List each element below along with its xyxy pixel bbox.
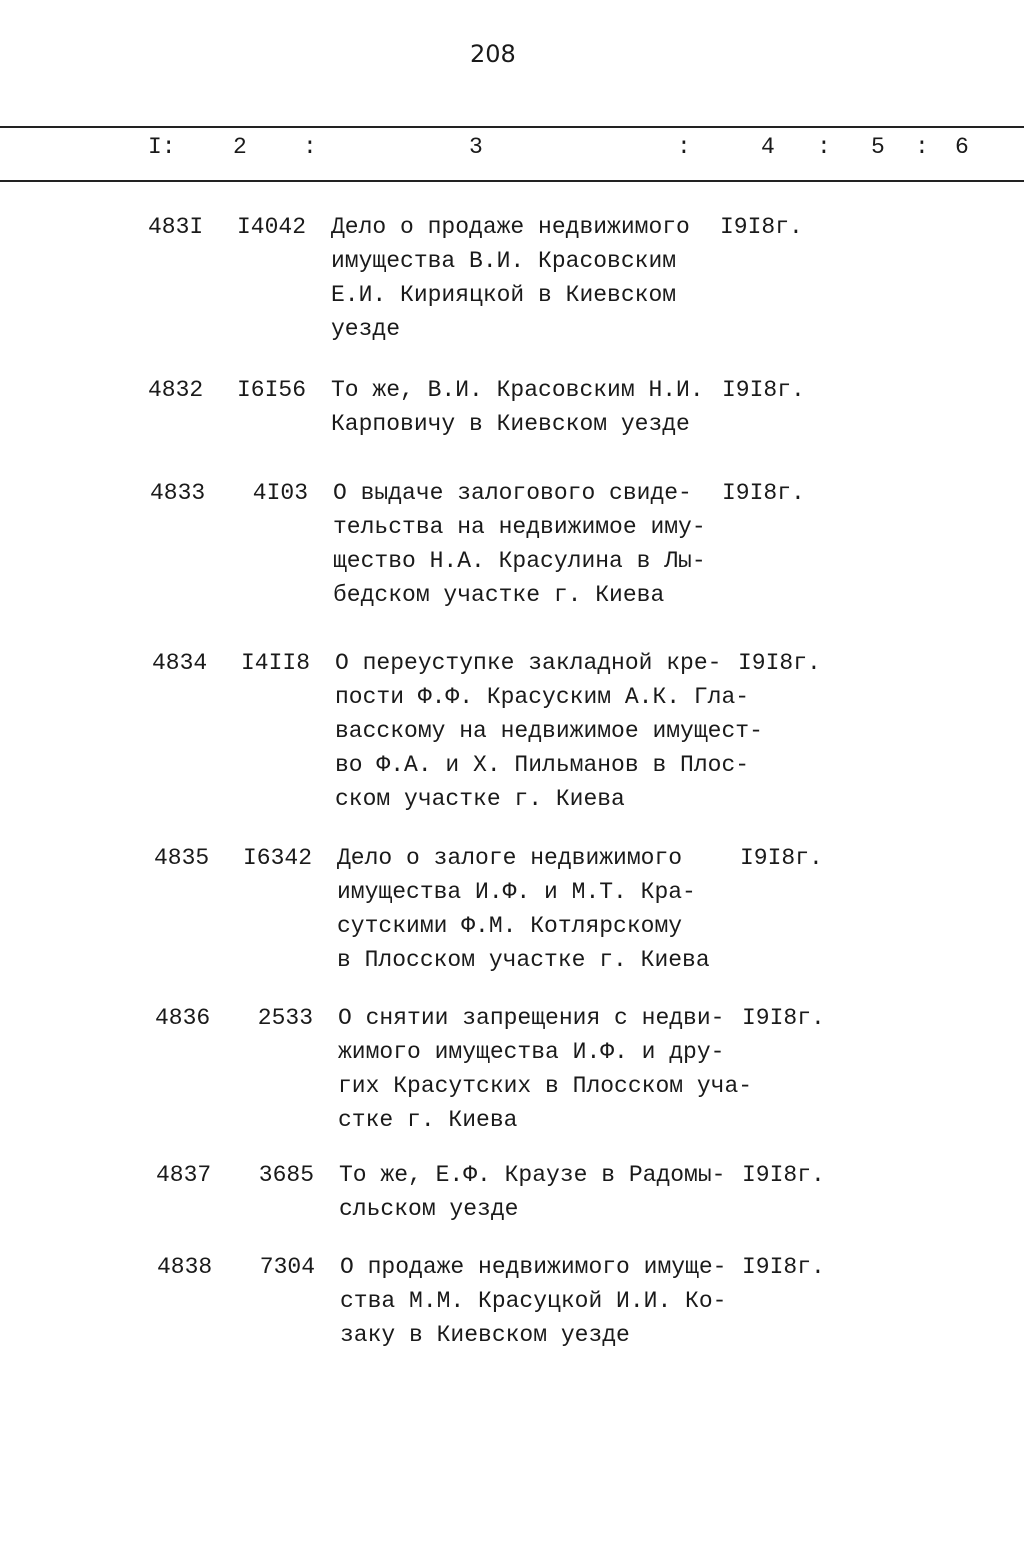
description-line: О переуступке закладной кре- <box>335 650 722 676</box>
entry-code: 3685 <box>258 1162 314 1188</box>
entry-year: I9I8г. <box>742 1254 825 1280</box>
column-header-6: 6 <box>955 134 969 160</box>
entry-description <box>335 646 763 816</box>
column-separator: : <box>915 134 929 160</box>
description-line: То же, В.И. Красовским Н.И. <box>331 377 704 403</box>
entry-code: I4II8 <box>240 650 310 676</box>
column-header-5: 5 <box>871 134 885 160</box>
entry-code: I4042 <box>236 214 306 240</box>
entry-description <box>331 210 690 346</box>
entry-year: I9I8г. <box>722 480 805 506</box>
entry-year: I9I8г. <box>740 845 823 871</box>
description-line: имущества И.Ф. и М.Т. Кра- <box>337 879 696 905</box>
entry-description <box>331 373 704 441</box>
entry-code: I6I56 <box>236 377 306 403</box>
header-bottom-rule <box>0 180 1024 182</box>
description-line: тельства на недвижимое иму- <box>333 514 706 540</box>
column-header-2: 2 <box>233 134 247 160</box>
column-header-1: I: <box>148 134 176 160</box>
column-header-3: 3 <box>469 134 483 160</box>
description-line: стке г. Киева <box>338 1107 518 1133</box>
entry-description <box>337 841 710 977</box>
description-line: имущества В.И. Красовским <box>331 248 677 274</box>
column-separator: : <box>303 134 317 160</box>
column-separator: : <box>817 134 831 160</box>
description-line: гих Красутских в Плосском уча- <box>338 1073 753 1099</box>
description-line: ском участке г. Киева <box>335 786 625 812</box>
description-line: васскому на недвижимое имущест- <box>335 718 763 744</box>
entry-year: I9I8г. <box>720 214 803 240</box>
entry-description <box>339 1158 725 1226</box>
description-line: во Ф.А. и Х. Пильманов в Плос- <box>335 752 750 778</box>
entry-number: 483I <box>148 214 204 240</box>
entry-number: 4837 <box>156 1162 212 1188</box>
description-line: Дело о залоге недвижимого <box>337 845 683 871</box>
description-line: сльском уезде <box>339 1196 519 1222</box>
entry-number: 4834 <box>152 650 208 676</box>
entry-number: 4838 <box>157 1254 213 1280</box>
entry-description <box>338 1001 752 1137</box>
description-line: О выдаче залогового свиде- <box>333 480 692 506</box>
entry-year: I9I8г. <box>742 1162 825 1188</box>
entry-code: I6342 <box>242 845 312 871</box>
column-separator: : <box>677 134 691 160</box>
description-line: жимого имущества И.Ф. и дру- <box>338 1039 725 1065</box>
description-line: Дело о продаже недвижимого <box>331 214 690 240</box>
entry-description <box>333 476 706 612</box>
entry-year: I9I8г. <box>742 1005 825 1031</box>
header-top-rule <box>0 126 1024 128</box>
entry-year: I9I8г. <box>738 650 821 676</box>
description-line: О продаже недвижимого имуще- <box>340 1254 727 1280</box>
entry-number: 4836 <box>155 1005 211 1031</box>
description-line: Е.И. Кирияцкой в Киевском <box>331 282 677 308</box>
description-line: сутскими Ф.М. Котлярскому <box>337 913 683 939</box>
page-number: 208 <box>470 40 516 68</box>
entry-number: 4835 <box>154 845 210 871</box>
entry-number: 4832 <box>148 377 204 403</box>
description-line: О снятии запрещения с недви- <box>338 1005 725 1031</box>
entry-description <box>340 1250 726 1352</box>
entry-code: 4I03 <box>252 480 308 506</box>
description-line: То же, Е.Ф. Краузе в Радомы- <box>339 1162 726 1188</box>
description-line: заку в Киевском уезде <box>340 1322 630 1348</box>
entry-code: 7304 <box>259 1254 315 1280</box>
entry-code: 2533 <box>257 1005 313 1031</box>
description-line: щество Н.А. Красулина в Лы- <box>333 548 706 574</box>
description-line: уезде <box>331 316 401 342</box>
entry-number: 4833 <box>150 480 206 506</box>
entry-year: I9I8г. <box>722 377 805 403</box>
column-header-4: 4 <box>761 134 775 160</box>
description-line: Карповичу в Киевском уезде <box>331 411 690 437</box>
description-line: бедском участке г. Киева <box>333 582 665 608</box>
description-line: ства М.М. Красуцкой И.И. Ко- <box>340 1288 727 1314</box>
description-line: пости Ф.Ф. Красуским А.К. Гла- <box>335 684 750 710</box>
description-line: в Плосском участке г. Киева <box>337 947 710 973</box>
